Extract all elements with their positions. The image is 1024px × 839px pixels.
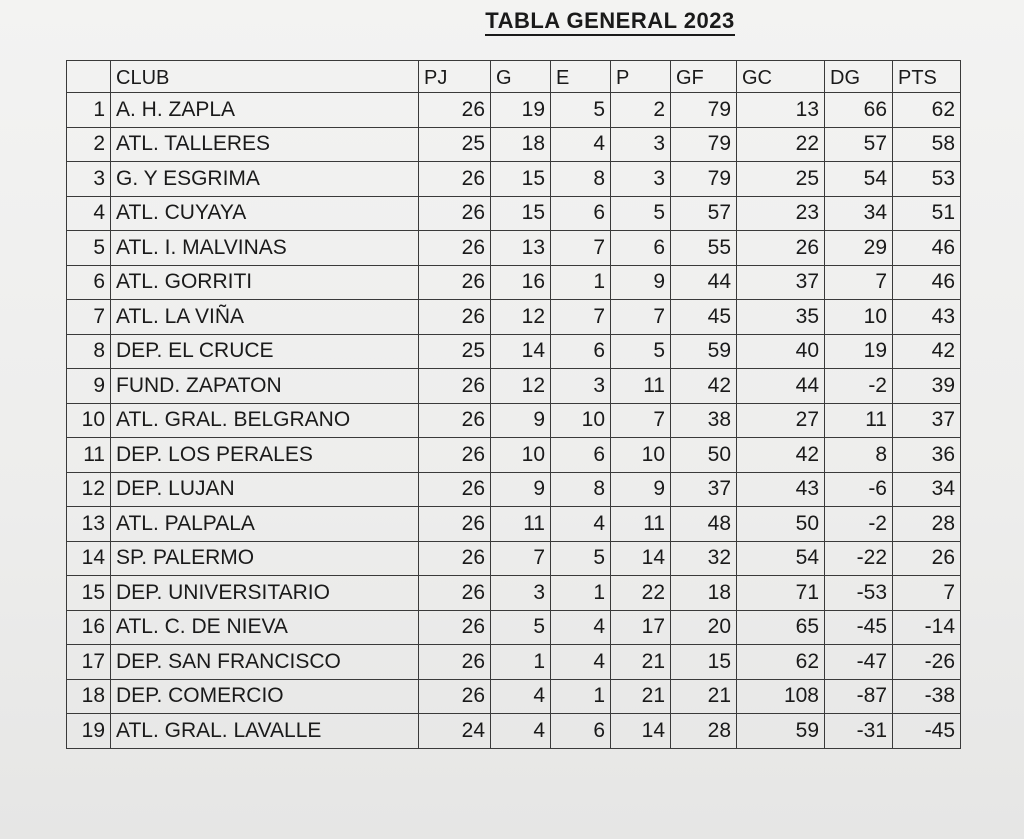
points-cell: 58	[893, 127, 961, 162]
club-name-cell: ATL. C. DE NIEVA	[111, 610, 419, 645]
lost-cell: 10	[611, 438, 671, 473]
lost-cell: 22	[611, 576, 671, 611]
goal-difference-cell: 11	[825, 403, 893, 438]
goal-difference-cell: -6	[825, 472, 893, 507]
header-e: E	[551, 61, 611, 93]
drawn-cell: 1	[551, 265, 611, 300]
lost-cell: 21	[611, 679, 671, 714]
goals-against-cell: 35	[737, 300, 825, 335]
title-text: TABLA GENERAL 2023	[485, 8, 734, 36]
points-cell: 43	[893, 300, 961, 335]
won-cell: 10	[491, 438, 551, 473]
goals-for-cell: 28	[671, 714, 737, 749]
points-cell: 46	[893, 231, 961, 266]
lost-cell: 11	[611, 507, 671, 542]
played-cell: 26	[419, 162, 491, 197]
table-row	[67, 231, 961, 266]
goal-difference-cell: -31	[825, 714, 893, 749]
drawn-cell: 4	[551, 127, 611, 162]
position-cell: 16	[67, 610, 111, 645]
played-cell: 26	[419, 645, 491, 680]
table-row	[67, 507, 961, 542]
position-cell: 3	[67, 162, 111, 197]
position-cell: 4	[67, 196, 111, 231]
played-cell: 26	[419, 403, 491, 438]
table-row	[67, 679, 961, 714]
played-cell: 25	[419, 334, 491, 369]
played-cell: 26	[419, 300, 491, 335]
table-row	[67, 300, 961, 335]
header-dg: DG	[825, 61, 893, 93]
goals-against-cell: 59	[737, 714, 825, 749]
drawn-cell: 4	[551, 507, 611, 542]
goals-for-cell: 20	[671, 610, 737, 645]
goals-against-cell: 108	[737, 679, 825, 714]
goals-for-cell: 38	[671, 403, 737, 438]
lost-cell: 14	[611, 541, 671, 576]
won-cell: 4	[491, 679, 551, 714]
goals-against-cell: 26	[737, 231, 825, 266]
club-name-cell: SP. PALERMO	[111, 541, 419, 576]
points-cell: -26	[893, 645, 961, 680]
played-cell: 25	[419, 127, 491, 162]
drawn-cell: 7	[551, 300, 611, 335]
won-cell: 9	[491, 472, 551, 507]
table-row	[67, 645, 961, 680]
points-cell: 46	[893, 265, 961, 300]
goals-for-cell: 37	[671, 472, 737, 507]
played-cell: 26	[419, 93, 491, 128]
played-cell: 26	[419, 472, 491, 507]
won-cell: 18	[491, 127, 551, 162]
club-name-cell: A. H. ZAPLA	[111, 93, 419, 128]
won-cell: 19	[491, 93, 551, 128]
points-cell: 53	[893, 162, 961, 197]
table-row	[67, 403, 961, 438]
won-cell: 13	[491, 231, 551, 266]
drawn-cell: 5	[551, 93, 611, 128]
drawn-cell: 4	[551, 610, 611, 645]
drawn-cell: 1	[551, 576, 611, 611]
lost-cell: 14	[611, 714, 671, 749]
goals-for-cell: 42	[671, 369, 737, 404]
standings-table	[66, 60, 961, 749]
header-p: P	[611, 61, 671, 93]
club-name-cell: DEP. SAN FRANCISCO	[111, 645, 419, 680]
played-cell: 26	[419, 231, 491, 266]
points-cell: 28	[893, 507, 961, 542]
goals-for-cell: 48	[671, 507, 737, 542]
table-row	[67, 93, 961, 128]
club-name-cell: ATL. PALPALA	[111, 507, 419, 542]
goals-for-cell: 15	[671, 645, 737, 680]
goals-against-cell: 65	[737, 610, 825, 645]
club-name-cell: DEP. LUJAN	[111, 472, 419, 507]
position-cell: 18	[67, 679, 111, 714]
goal-difference-cell: -22	[825, 541, 893, 576]
position-cell: 10	[67, 403, 111, 438]
lost-cell: 7	[611, 403, 671, 438]
club-name-cell: ATL. LA VIÑA	[111, 300, 419, 335]
goals-against-cell: 22	[737, 127, 825, 162]
goals-for-cell: 21	[671, 679, 737, 714]
won-cell: 1	[491, 645, 551, 680]
position-cell: 15	[67, 576, 111, 611]
won-cell: 12	[491, 369, 551, 404]
goals-against-cell: 37	[737, 265, 825, 300]
lost-cell: 17	[611, 610, 671, 645]
points-cell: -45	[893, 714, 961, 749]
goal-difference-cell: -45	[825, 610, 893, 645]
won-cell: 9	[491, 403, 551, 438]
goals-for-cell: 45	[671, 300, 737, 335]
lost-cell: 11	[611, 369, 671, 404]
drawn-cell: 3	[551, 369, 611, 404]
table-row	[67, 610, 961, 645]
goals-for-cell: 44	[671, 265, 737, 300]
goal-difference-cell: 34	[825, 196, 893, 231]
played-cell: 26	[419, 265, 491, 300]
drawn-cell: 6	[551, 438, 611, 473]
club-name-cell: G. Y ESGRIMA	[111, 162, 419, 197]
won-cell: 15	[491, 162, 551, 197]
played-cell: 26	[419, 610, 491, 645]
goals-against-cell: 25	[737, 162, 825, 197]
points-cell: 39	[893, 369, 961, 404]
position-cell: 5	[67, 231, 111, 266]
lost-cell: 2	[611, 93, 671, 128]
won-cell: 5	[491, 610, 551, 645]
points-cell: 7	[893, 576, 961, 611]
drawn-cell: 6	[551, 334, 611, 369]
goal-difference-cell: 57	[825, 127, 893, 162]
played-cell: 26	[419, 369, 491, 404]
goals-against-cell: 40	[737, 334, 825, 369]
table-row	[67, 369, 961, 404]
table-row	[67, 162, 961, 197]
position-cell: 14	[67, 541, 111, 576]
drawn-cell: 5	[551, 541, 611, 576]
played-cell: 26	[419, 541, 491, 576]
points-cell: -14	[893, 610, 961, 645]
drawn-cell: 4	[551, 645, 611, 680]
goals-against-cell: 71	[737, 576, 825, 611]
club-name-cell: ATL. TALLERES	[111, 127, 419, 162]
goals-for-cell: 57	[671, 196, 737, 231]
won-cell: 4	[491, 714, 551, 749]
header-pos	[67, 61, 111, 93]
lost-cell: 3	[611, 162, 671, 197]
position-cell: 12	[67, 472, 111, 507]
club-name-cell: DEP. UNIVERSITARIO	[111, 576, 419, 611]
club-name-cell: ATL. GRAL. LAVALLE	[111, 714, 419, 749]
goals-for-cell: 55	[671, 231, 737, 266]
goal-difference-cell: 10	[825, 300, 893, 335]
points-cell: 62	[893, 93, 961, 128]
goals-against-cell: 23	[737, 196, 825, 231]
table-row	[67, 576, 961, 611]
points-cell: 36	[893, 438, 961, 473]
position-cell: 6	[67, 265, 111, 300]
played-cell: 26	[419, 438, 491, 473]
lost-cell: 7	[611, 300, 671, 335]
table-row	[67, 127, 961, 162]
goal-difference-cell: 66	[825, 93, 893, 128]
header-club: CLUB	[111, 61, 419, 93]
header-gc: GC	[737, 61, 825, 93]
played-cell: 26	[419, 196, 491, 231]
goals-against-cell: 44	[737, 369, 825, 404]
goals-against-cell: 13	[737, 93, 825, 128]
goal-difference-cell: 8	[825, 438, 893, 473]
table-row	[67, 196, 961, 231]
goal-difference-cell: 19	[825, 334, 893, 369]
drawn-cell: 8	[551, 162, 611, 197]
position-cell: 9	[67, 369, 111, 404]
goals-for-cell: 79	[671, 127, 737, 162]
won-cell: 12	[491, 300, 551, 335]
table-row	[67, 472, 961, 507]
goals-against-cell: 42	[737, 438, 825, 473]
lost-cell: 5	[611, 334, 671, 369]
table-row	[67, 334, 961, 369]
table-row	[67, 714, 961, 749]
won-cell: 3	[491, 576, 551, 611]
position-cell: 17	[67, 645, 111, 680]
points-cell: 42	[893, 334, 961, 369]
goals-against-cell: 50	[737, 507, 825, 542]
lost-cell: 5	[611, 196, 671, 231]
club-name-cell: ATL. CUYAYA	[111, 196, 419, 231]
header-g: G	[491, 61, 551, 93]
goal-difference-cell: 29	[825, 231, 893, 266]
won-cell: 7	[491, 541, 551, 576]
goal-difference-cell: -53	[825, 576, 893, 611]
goals-against-cell: 27	[737, 403, 825, 438]
goals-for-cell: 32	[671, 541, 737, 576]
lost-cell: 9	[611, 472, 671, 507]
points-cell: 37	[893, 403, 961, 438]
position-cell: 7	[67, 300, 111, 335]
goal-difference-cell: 7	[825, 265, 893, 300]
header-pts: PTS	[893, 61, 961, 93]
played-cell: 26	[419, 679, 491, 714]
goal-difference-cell: -87	[825, 679, 893, 714]
won-cell: 15	[491, 196, 551, 231]
club-name-cell: ATL. GORRITI	[111, 265, 419, 300]
position-cell: 11	[67, 438, 111, 473]
position-cell: 19	[67, 714, 111, 749]
drawn-cell: 10	[551, 403, 611, 438]
drawn-cell: 1	[551, 679, 611, 714]
document-title	[0, 8, 1024, 34]
points-cell: 34	[893, 472, 961, 507]
club-name-cell: DEP. COMERCIO	[111, 679, 419, 714]
played-cell: 24	[419, 714, 491, 749]
goals-for-cell: 79	[671, 162, 737, 197]
played-cell: 26	[419, 576, 491, 611]
lost-cell: 21	[611, 645, 671, 680]
club-name-cell: ATL. GRAL. BELGRANO	[111, 403, 419, 438]
goals-against-cell: 54	[737, 541, 825, 576]
table-row	[67, 438, 961, 473]
points-cell: 51	[893, 196, 961, 231]
goals-for-cell: 18	[671, 576, 737, 611]
drawn-cell: 6	[551, 714, 611, 749]
goal-difference-cell: -2	[825, 507, 893, 542]
goal-difference-cell: 54	[825, 162, 893, 197]
position-cell: 1	[67, 93, 111, 128]
goal-difference-cell: -2	[825, 369, 893, 404]
header-pj: PJ	[419, 61, 491, 93]
club-name-cell: FUND. ZAPATON	[111, 369, 419, 404]
header-gf: GF	[671, 61, 737, 93]
drawn-cell: 6	[551, 196, 611, 231]
position-cell: 13	[67, 507, 111, 542]
table-row	[67, 265, 961, 300]
header-row	[67, 61, 961, 93]
club-name-cell: DEP. EL CRUCE	[111, 334, 419, 369]
lost-cell: 6	[611, 231, 671, 266]
won-cell: 11	[491, 507, 551, 542]
club-name-cell: ATL. I. MALVINAS	[111, 231, 419, 266]
won-cell: 14	[491, 334, 551, 369]
drawn-cell: 7	[551, 231, 611, 266]
position-cell: 2	[67, 127, 111, 162]
goals-for-cell: 79	[671, 93, 737, 128]
position-cell: 8	[67, 334, 111, 369]
goals-for-cell: 50	[671, 438, 737, 473]
won-cell: 16	[491, 265, 551, 300]
goals-against-cell: 62	[737, 645, 825, 680]
points-cell: 26	[893, 541, 961, 576]
lost-cell: 9	[611, 265, 671, 300]
table-row	[67, 541, 961, 576]
drawn-cell: 8	[551, 472, 611, 507]
played-cell: 26	[419, 507, 491, 542]
club-name-cell: DEP. LOS PERALES	[111, 438, 419, 473]
goals-for-cell: 59	[671, 334, 737, 369]
points-cell: -38	[893, 679, 961, 714]
goal-difference-cell: -47	[825, 645, 893, 680]
lost-cell: 3	[611, 127, 671, 162]
goals-against-cell: 43	[737, 472, 825, 507]
